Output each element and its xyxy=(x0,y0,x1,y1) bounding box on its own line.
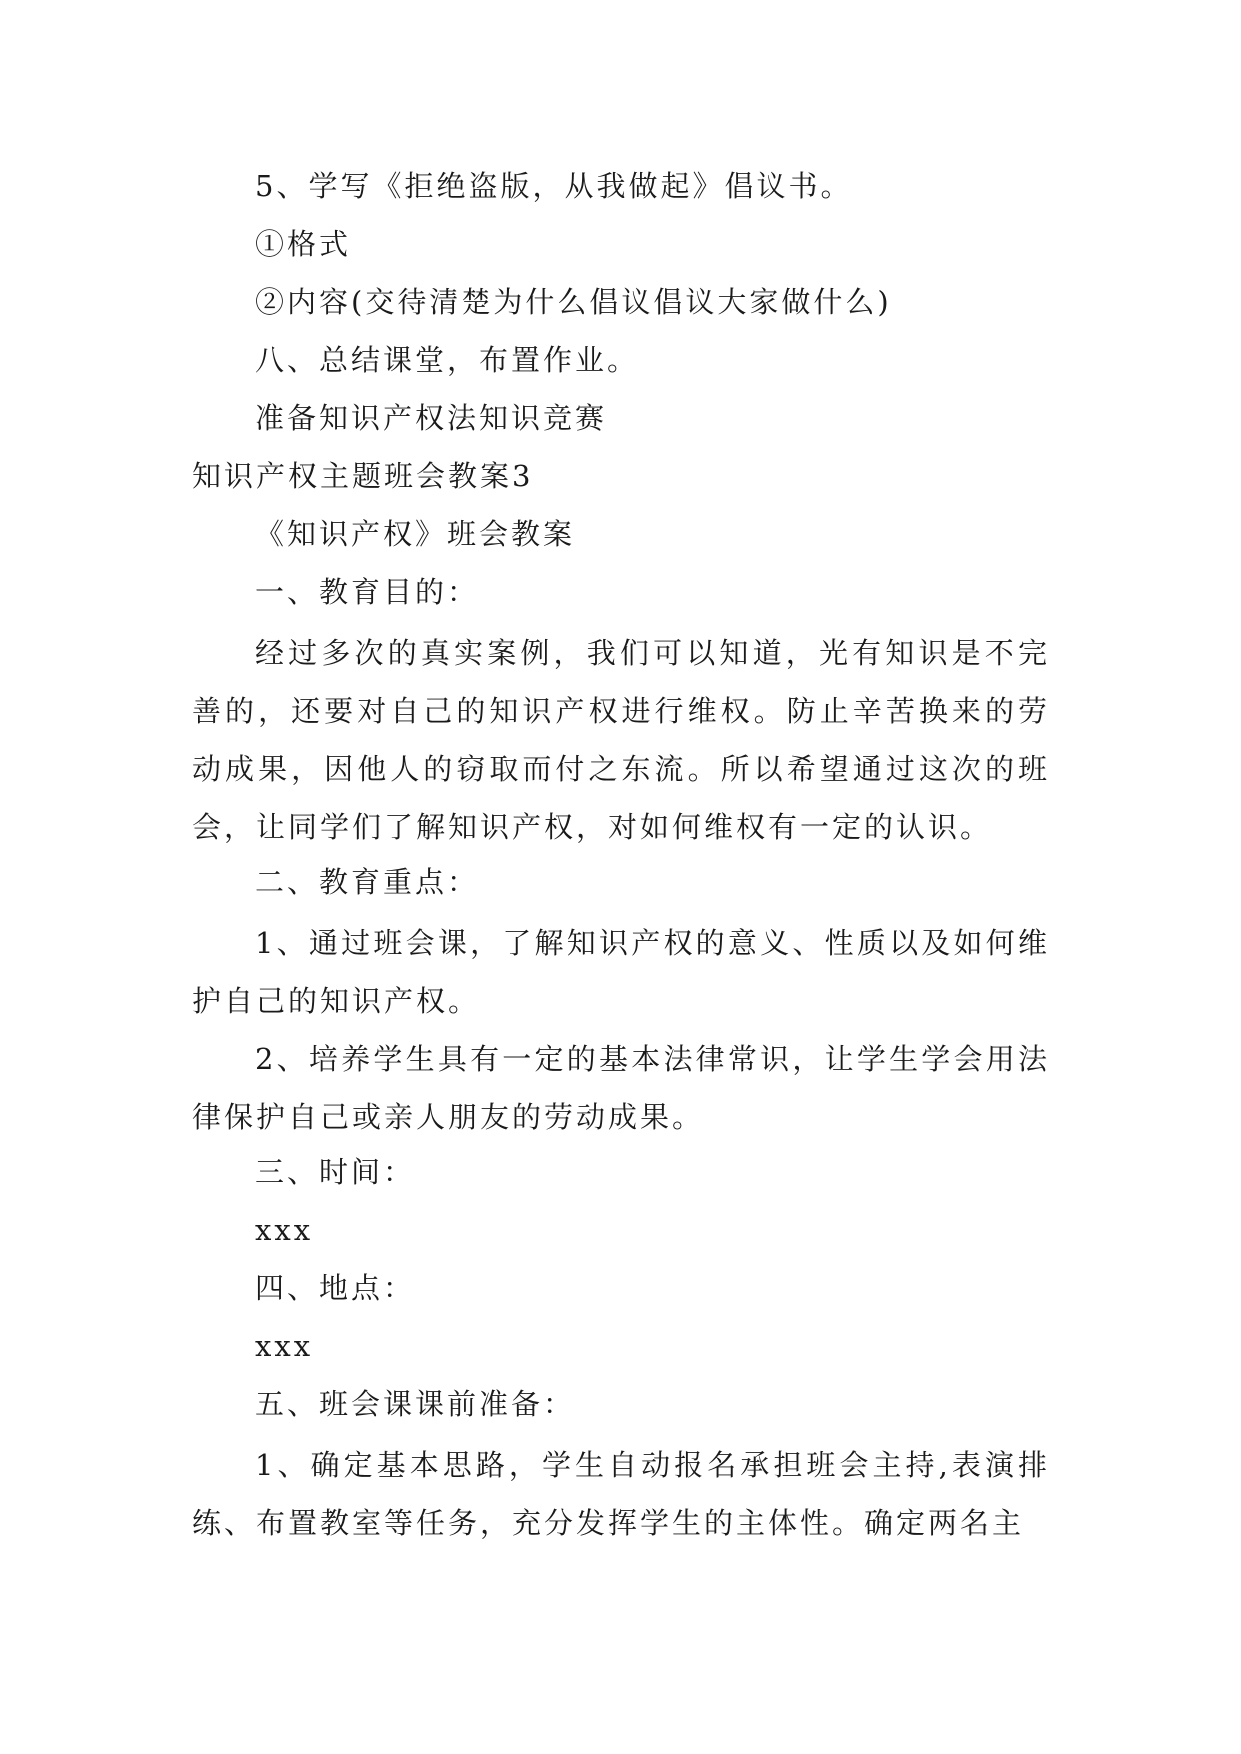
text-line: 八、总结课堂，布置作业。 xyxy=(255,343,640,377)
document-subtitle: 《知识产权》班会教案 xyxy=(255,517,576,551)
text-line: 5、学写《拒绝盗版，从我做起》倡议书。 xyxy=(255,169,853,203)
section-heading: 二、教育重点： xyxy=(255,865,480,899)
paragraph: 1、通过班会课，了解知识产权的意义、性质以及如何维护自己的知识产权。 xyxy=(192,926,1050,1018)
paragraph: 2、培养学生具有一定的基本法律常识，让学生学会用法律保护自己或亲人朋友的劳动成果。 xyxy=(192,1042,1050,1134)
section-heading: 五、班会课课前准备： xyxy=(255,1387,576,1421)
paragraph: 1、确定基本思路，学生自动报名承担班会主持,表演排练、布置教室等任务，充分发挥学生的主体性。确定两名主 xyxy=(192,1448,1050,1540)
section-title: 知识产权主题班会教案3 xyxy=(192,459,534,493)
section-heading: 一、教育目的： xyxy=(255,575,480,609)
section-heading: 三、时间： xyxy=(255,1155,416,1189)
section-heading: 四、地点： xyxy=(255,1271,416,1305)
paragraph: 经过多次的真实案例，我们可以知道，光有知识是不完善的，还要对自己的知识产权进行维权。防止辛苦换来的劳动成果，因他人的窃取而付之东流。所以希望通过这次的班会，让同学们了解知识产权，对如何维权有一定的认识。 xyxy=(192,636,1050,844)
text-line: 准备知识产权法知识竞赛 xyxy=(255,401,608,435)
text-line: ②内容(交待清楚为什么倡议倡议大家做什么) xyxy=(255,285,892,319)
text-line: xxx xyxy=(255,1329,314,1363)
text-line: ①格式 xyxy=(255,227,352,261)
text-line: xxx xyxy=(255,1213,314,1247)
